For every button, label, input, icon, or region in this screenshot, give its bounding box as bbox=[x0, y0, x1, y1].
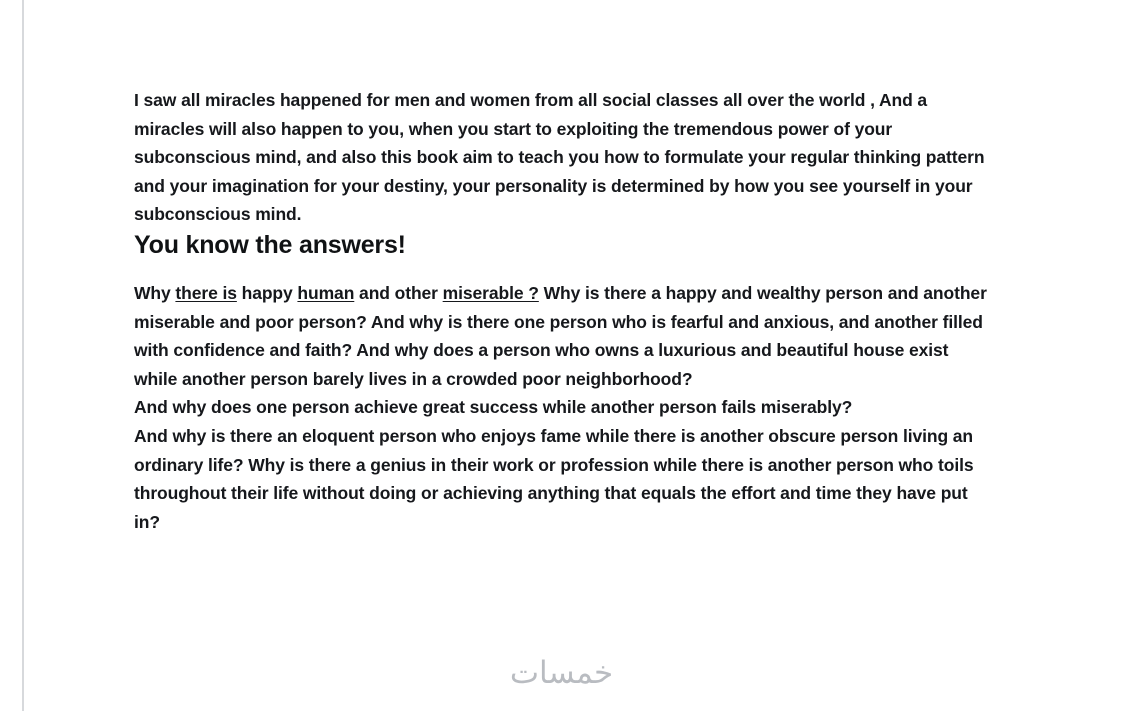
link-there-is[interactable]: there is bbox=[175, 282, 237, 303]
paragraph-rest: Why is there a happy and wealthy person and another miserable and poor person? And why is there one person who is fearful and anxious, and another filled with confidence and faith? And why does a person who owns a luxurious and beautiful house exist while another person barely lives in a crowded poor neighborhood? bbox=[134, 282, 987, 389]
paragraph-questions-2: And why does one person achieve great success while another person fails miserably? bbox=[134, 397, 853, 418]
intro-paragraph: I saw all miracles happened for men and women from all social classes all over the world , And a miracles will also happen to you, when you start to exploiting the tremendous power of your subconscious mind, and also this book aim to teach you how to formulate your regular thinking pattern and your imagination for your destiny, your personality is determined by how you see yourself in your subconscious mind. bbox=[134, 90, 985, 225]
left-margin-rule bbox=[22, 0, 24, 711]
paragraph-questions-3: And why is there an eloquent person who enjoys fame while there is another obscure person living an ordinary life? Why is there a genius in their work or profession while there is another person who toils throughout their life without doing or achieving anything that equals the effort and time they have put in? bbox=[134, 425, 974, 532]
document-content bbox=[134, 86, 994, 536]
watermark-text: خمسات bbox=[509, 655, 614, 691]
paragraph-mid-2: and other bbox=[354, 282, 443, 303]
section-heading: You know the answers! bbox=[134, 230, 406, 259]
link-human[interactable]: human bbox=[297, 282, 355, 303]
paragraph-mid-1: happy bbox=[236, 282, 298, 303]
link-miserable[interactable]: miserable ? bbox=[442, 282, 539, 303]
paragraph-lead-word: Why bbox=[134, 282, 176, 303]
paragraph-questions-1 bbox=[134, 279, 994, 393]
